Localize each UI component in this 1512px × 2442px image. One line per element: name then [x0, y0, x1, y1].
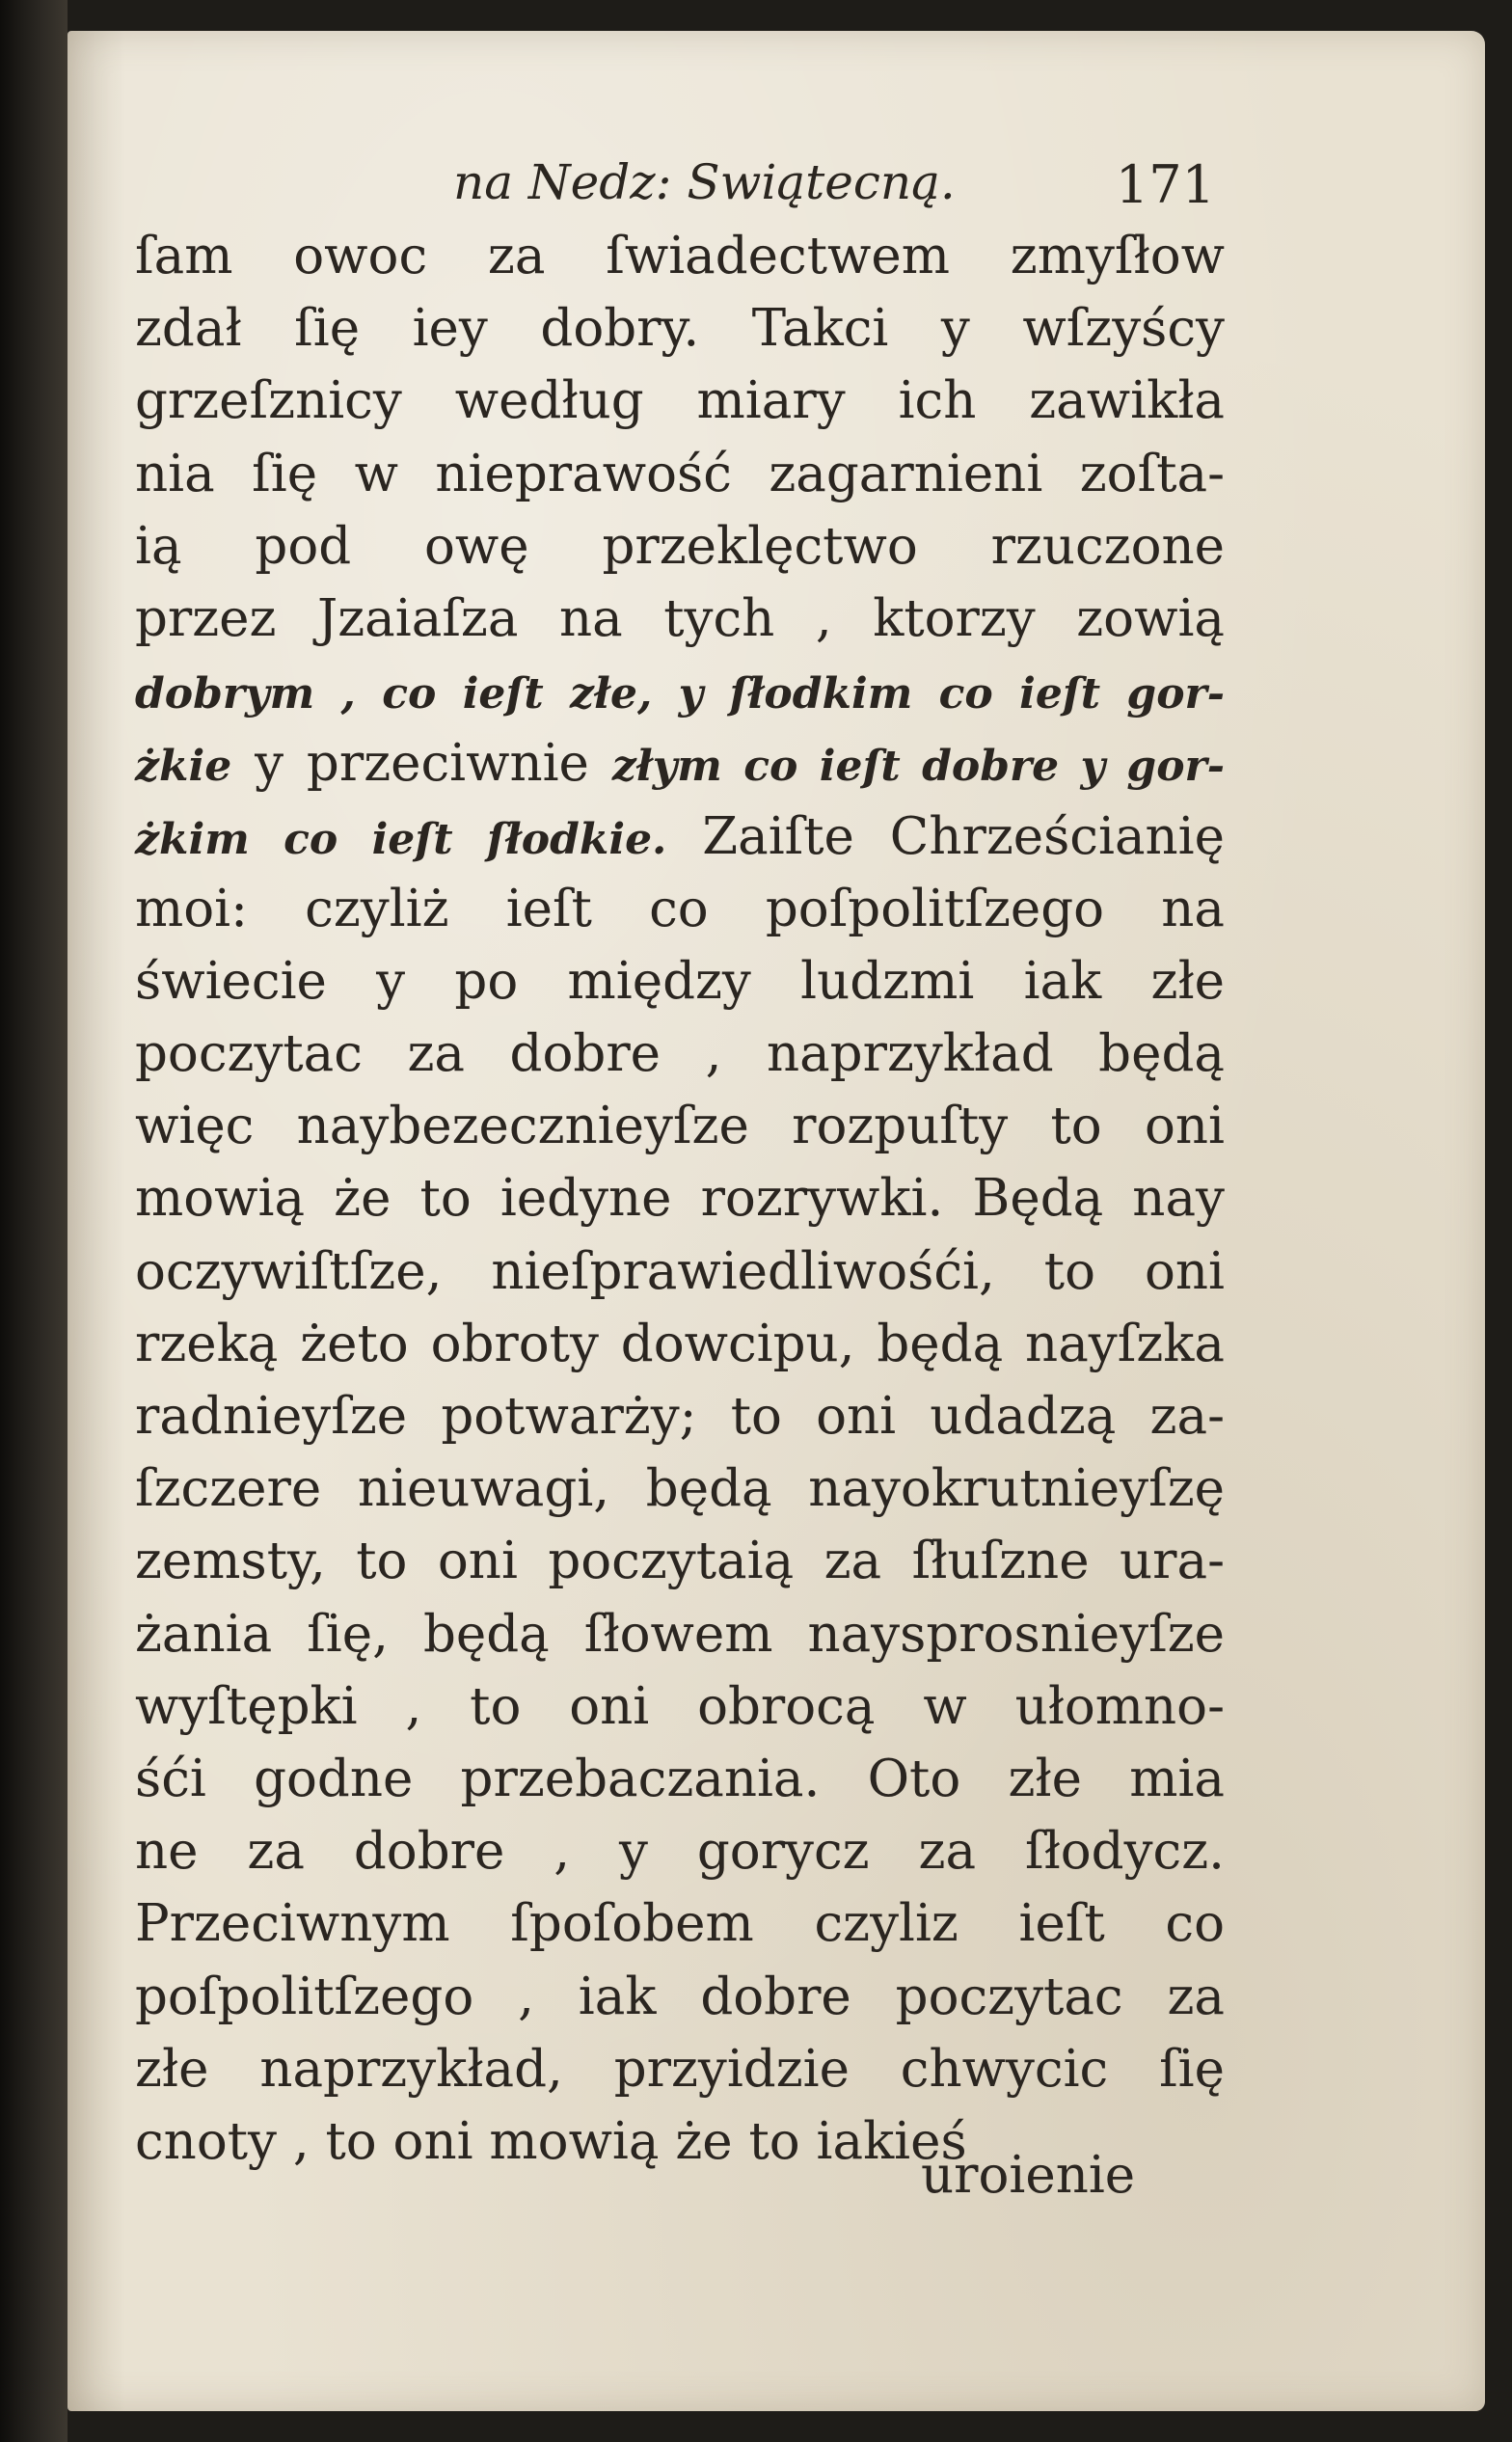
- italic-segment: żkie: [135, 742, 232, 792]
- text-segment: żania ſię, będą ſłowem naysprosnieyſze: [135, 1604, 1225, 1664]
- italic-segment: złym co ieſt dobre y gor-: [611, 742, 1225, 792]
- text-line: [135, 510, 1225, 583]
- italic-segment: żkim co ieſt ſłodkie.: [135, 814, 667, 864]
- text-segment: poczytac za dobre , naprzykład będą: [135, 1024, 1225, 1084]
- text-line: [135, 438, 1225, 510]
- text-segment: więc naybezecznieyſze rozpuſty to oni: [135, 1097, 1225, 1156]
- text-line: [135, 655, 1225, 727]
- text-segment: śći godne przebaczania. Oto złe mia: [135, 1749, 1225, 1808]
- running-head: na Nedz: Swiątecną.: [453, 154, 956, 210]
- page-header: [453, 154, 1225, 222]
- text-line: [135, 1598, 1225, 1670]
- text-line: [135, 220, 1225, 292]
- text-segment: radnieyſze potwarży; to oni udadzą za-: [135, 1387, 1225, 1446]
- text-line: [135, 292, 1225, 365]
- text-line: [135, 727, 1225, 800]
- text-segment: świecie y po między ludzmi iak złe: [135, 951, 1225, 1011]
- text-segment: poſpolitſzego , iak dobre poczytac za: [135, 1967, 1225, 2026]
- text-segment: grzeſznicy według miary ich zawikła: [135, 371, 1225, 431]
- text-segment: zdał ſię iey dobry. Takci y wſzyścy: [135, 299, 1225, 359]
- text-segment: y przeciwnie: [231, 734, 612, 794]
- text-segment: Zaiſte Chrześcianię: [666, 806, 1225, 866]
- text-segment: oczywiſtſze, nieſprawiedliwośći, to oni: [135, 1241, 1225, 1301]
- text-line: [135, 1380, 1225, 1452]
- text-segment: rzeką żeto obroty dowcipu, będą nayſzka: [135, 1314, 1225, 1373]
- text-segment: Przeciwnym ſpoſobem czyliz ieſt co: [135, 1894, 1225, 1954]
- text-line: [135, 1670, 1225, 1743]
- text-line: [135, 365, 1225, 437]
- text-line: [135, 945, 1225, 1018]
- text-segment: cnoty , to oni mowią że to iakieś: [135, 2111, 967, 2171]
- text-line: [135, 1815, 1225, 1887]
- catchword: uroienie: [921, 2146, 1136, 2205]
- text-segment: przez Jzaiaſza na tych , ktorzy zowią: [135, 588, 1225, 648]
- text-line: [135, 1308, 1225, 1380]
- text-line: [135, 1090, 1225, 1162]
- text-segment: nia ſię w nieprawość zagarnieni zoſta-: [135, 444, 1225, 503]
- text-segment: złe naprzykład, przyidzie chwycic ſię: [135, 2039, 1225, 2099]
- text-line: [135, 1452, 1225, 1525]
- text-line: [135, 1525, 1225, 1597]
- text-segment: zemsty, to oni poczytaią za ſłuſzne ura-: [135, 1532, 1225, 1591]
- text-line: [135, 2033, 1225, 2105]
- page-number: 171: [1115, 154, 1215, 215]
- text-segment: ſzczere nieuwagi, będą nayokrutnieyſzę: [135, 1459, 1225, 1519]
- text-line: [135, 583, 1225, 655]
- text-line: [135, 1961, 1225, 2033]
- text-line: [135, 1887, 1225, 1960]
- text-line: [135, 873, 1225, 945]
- text-line: [135, 1162, 1225, 1235]
- text-line: [135, 1235, 1225, 1308]
- text-line: [135, 1018, 1225, 1090]
- text-segment: wyſtępki , to oni obrocą w ułomno-: [135, 1676, 1225, 1736]
- book-gutter-shadow: [0, 0, 68, 2442]
- text-segment: ią pod owę przeklęctwo rzuczone: [135, 516, 1225, 576]
- text-segment: ſam owoc za ſwiadectwem zmyſłow: [135, 227, 1225, 285]
- text-line: [135, 800, 1225, 873]
- body-text: [135, 220, 1225, 2178]
- text-segment: ne za dobre , y gorycz za ſłodycz.: [135, 1822, 1225, 1882]
- text-segment: moi: czyliż ieſt co poſpolitſzego na: [135, 879, 1225, 938]
- text-line: [135, 1743, 1225, 1815]
- text-segment: mowią że to iedyne rozrywki. Będą nay: [135, 1169, 1225, 1229]
- italic-segment: dobrym , co ieſt złe, y ſłodkim co ieſt gor-: [135, 669, 1225, 719]
